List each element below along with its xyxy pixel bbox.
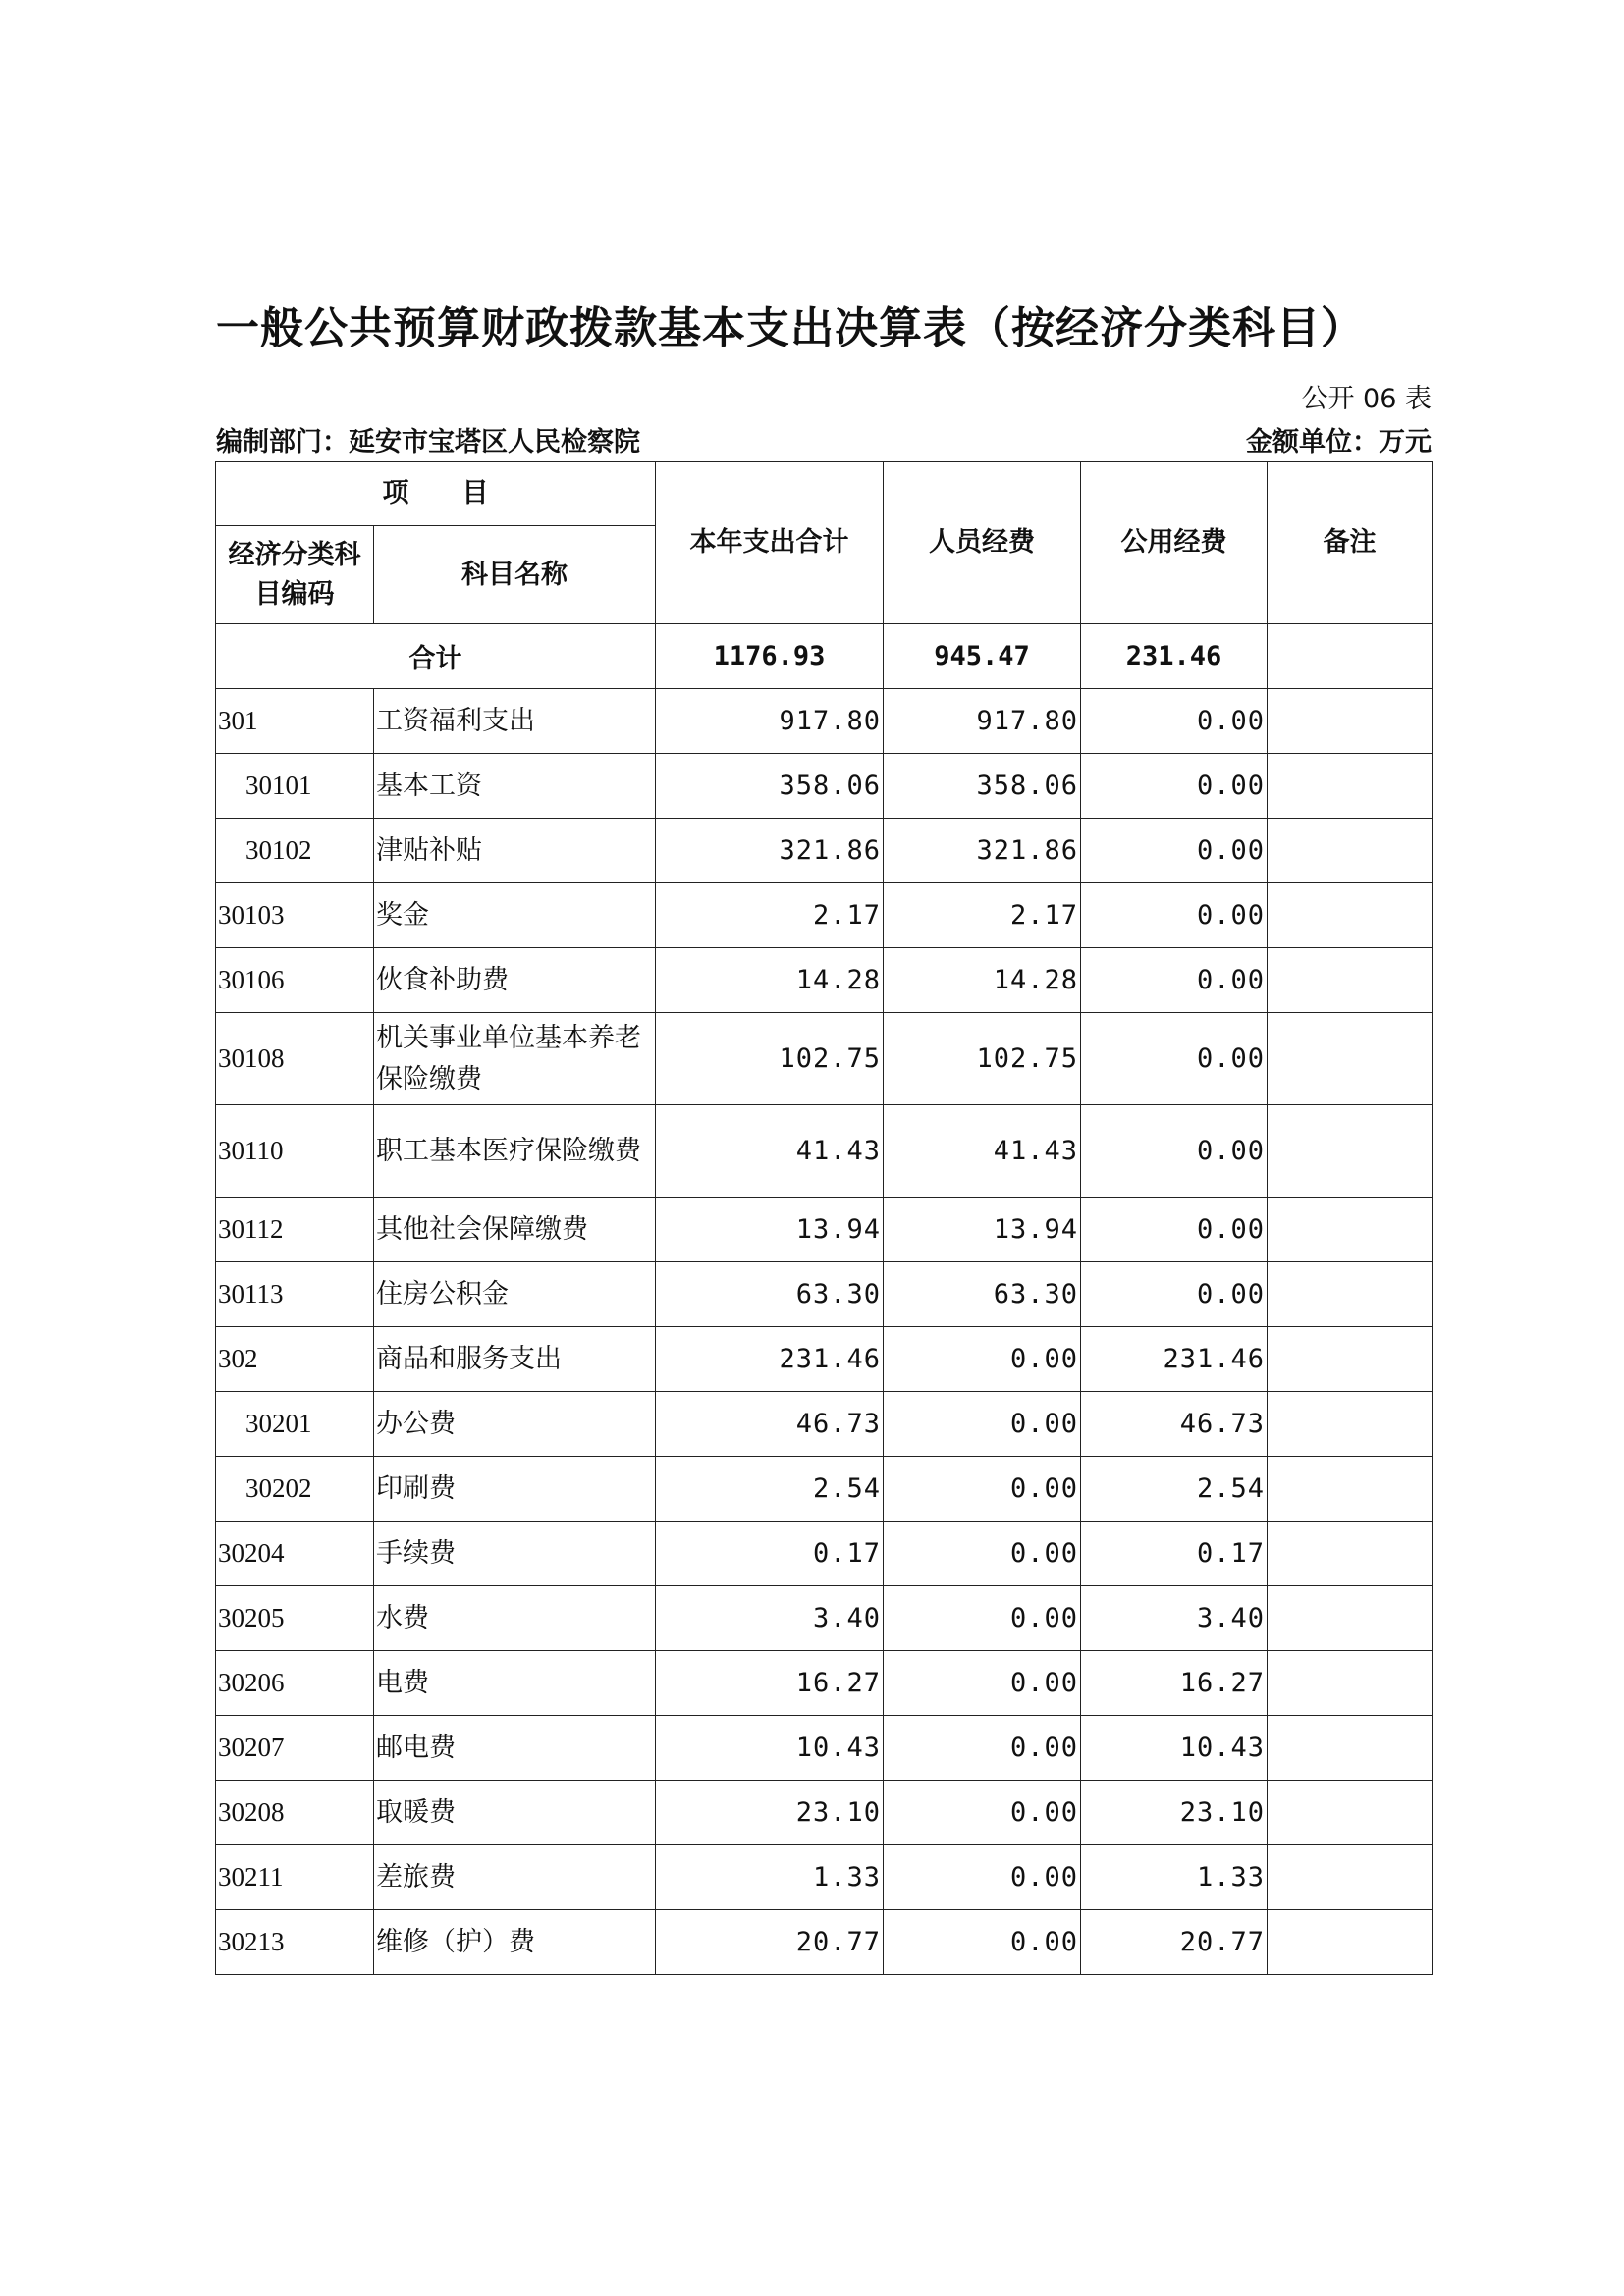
row-name: 伙食补助费 [374, 948, 656, 1013]
row-personnel: 0.00 [884, 1651, 1081, 1716]
row-name: 印刷费 [374, 1457, 656, 1522]
row-code: 301 [216, 689, 374, 754]
row-personnel: 63.30 [884, 1262, 1081, 1327]
table-row [216, 1522, 1433, 1586]
row-total: 20.77 [656, 1910, 884, 1975]
row-code: 30205 [216, 1586, 374, 1651]
row-remark [1268, 1781, 1433, 1845]
table-row [216, 1198, 1433, 1262]
row-public: 0.17 [1081, 1522, 1268, 1586]
row-public: 3.40 [1081, 1586, 1268, 1651]
row-remark [1268, 883, 1433, 948]
row-name: 奖金 [374, 883, 656, 948]
row-personnel: 102.75 [884, 1013, 1081, 1105]
row-remark [1268, 1910, 1433, 1975]
header-name: 科目名称 [374, 526, 656, 624]
row-code: 30211 [216, 1845, 374, 1910]
row-personnel: 917.80 [884, 689, 1081, 754]
table-row [216, 1457, 1433, 1522]
row-public: 23.10 [1081, 1781, 1268, 1845]
row-total: 41.43 [656, 1105, 884, 1198]
row-code: 30207 [216, 1716, 374, 1781]
row-name: 办公费 [374, 1392, 656, 1457]
table-row [216, 1105, 1433, 1198]
total-row [216, 624, 1433, 689]
table-row [216, 1262, 1433, 1327]
row-total: 2.54 [656, 1457, 884, 1522]
row-personnel: 14.28 [884, 948, 1081, 1013]
row-code: 30106 [216, 948, 374, 1013]
total-remark [1268, 624, 1433, 689]
row-name: 机关事业单位基本养老保险缴费 [374, 1013, 656, 1105]
table-row [216, 948, 1433, 1013]
row-personnel: 0.00 [884, 1457, 1081, 1522]
table-row [216, 689, 1433, 754]
header-code [216, 526, 374, 624]
row-total: 231.46 [656, 1327, 884, 1392]
row-name: 维修（护）费 [374, 1910, 656, 1975]
row-remark [1268, 948, 1433, 1013]
row-remark [1268, 819, 1433, 883]
table-row [216, 754, 1433, 819]
row-code: 30204 [216, 1522, 374, 1586]
row-personnel: 358.06 [884, 754, 1081, 819]
row-remark [1268, 1457, 1433, 1522]
header-item: 项 目 [216, 462, 656, 526]
header-personnel: 人员经费 [884, 462, 1081, 624]
row-name: 手续费 [374, 1522, 656, 1586]
row-code: 30206 [216, 1651, 374, 1716]
row-remark [1268, 1105, 1433, 1198]
row-remark [1268, 1586, 1433, 1651]
header-remark: 备注 [1268, 462, 1433, 624]
row-code: 30113 [216, 1262, 374, 1327]
row-total: 63.30 [656, 1262, 884, 1327]
row-total: 10.43 [656, 1716, 884, 1781]
row-personnel: 0.00 [884, 1586, 1081, 1651]
total-personnel-value: 945.47 [884, 624, 1081, 689]
row-remark [1268, 1716, 1433, 1781]
row-name: 差旅费 [374, 1845, 656, 1910]
row-personnel: 0.00 [884, 1781, 1081, 1845]
row-total: 1.33 [656, 1845, 884, 1910]
table-row [216, 1327, 1433, 1392]
row-name: 基本工资 [374, 754, 656, 819]
row-public: 10.43 [1081, 1716, 1268, 1781]
header-row-1 [216, 462, 1433, 526]
row-public: 2.54 [1081, 1457, 1268, 1522]
row-personnel: 2.17 [884, 883, 1081, 948]
row-remark [1268, 754, 1433, 819]
row-name: 水费 [374, 1586, 656, 1651]
table-row [216, 819, 1433, 883]
row-personnel: 0.00 [884, 1910, 1081, 1975]
header-code-line2: 目编码 [254, 578, 335, 610]
table-row [216, 1013, 1433, 1105]
row-code: 302 [216, 1327, 374, 1392]
table-row [216, 1392, 1433, 1457]
row-code: 30208 [216, 1781, 374, 1845]
row-total: 0.17 [656, 1522, 884, 1586]
page-title: 一般公共预算财政拨款基本支出决算表（按经济分类科目） [216, 303, 1365, 353]
row-remark [1268, 689, 1433, 754]
row-name: 其他社会保障缴费 [374, 1198, 656, 1262]
row-total: 358.06 [656, 754, 884, 819]
row-personnel: 0.00 [884, 1845, 1081, 1910]
row-code: 30102 [216, 819, 374, 883]
row-name: 工资福利支出 [374, 689, 656, 754]
table-number: 公开 06 表 [1301, 384, 1432, 414]
row-remark [1268, 1522, 1433, 1586]
row-total: 102.75 [656, 1013, 884, 1105]
row-name: 住房公积金 [374, 1262, 656, 1327]
row-name: 职工基本医疗保险缴费 [374, 1105, 656, 1198]
row-personnel: 0.00 [884, 1392, 1081, 1457]
row-total: 14.28 [656, 948, 884, 1013]
row-public: 16.27 [1081, 1651, 1268, 1716]
total-label: 合计 [216, 624, 656, 689]
row-public: 0.00 [1081, 689, 1268, 754]
row-name: 取暖费 [374, 1781, 656, 1845]
header-total-expense: 本年支出合计 [656, 462, 884, 624]
row-public: 0.00 [1081, 754, 1268, 819]
meta-line [216, 420, 1432, 459]
row-total: 3.40 [656, 1586, 884, 1651]
table-row [216, 1586, 1433, 1651]
row-total: 2.17 [656, 883, 884, 948]
header-public: 公用经费 [1081, 462, 1268, 624]
row-code: 30112 [216, 1198, 374, 1262]
row-code: 30101 [216, 754, 374, 819]
row-personnel: 13.94 [884, 1198, 1081, 1262]
row-personnel: 41.43 [884, 1105, 1081, 1198]
row-personnel: 0.00 [884, 1522, 1081, 1586]
row-remark [1268, 1845, 1433, 1910]
row-public: 20.77 [1081, 1910, 1268, 1975]
row-public: 231.46 [1081, 1327, 1268, 1392]
row-public: 0.00 [1081, 883, 1268, 948]
table-row [216, 1651, 1433, 1716]
row-remark [1268, 1013, 1433, 1105]
row-total: 321.86 [656, 819, 884, 883]
row-name: 邮电费 [374, 1716, 656, 1781]
row-total: 13.94 [656, 1198, 884, 1262]
table-row [216, 883, 1433, 948]
row-total: 23.10 [656, 1781, 884, 1845]
row-public: 0.00 [1081, 948, 1268, 1013]
row-code: 30110 [216, 1105, 374, 1198]
table-row [216, 1781, 1433, 1845]
row-public: 1.33 [1081, 1845, 1268, 1910]
row-public: 0.00 [1081, 1262, 1268, 1327]
row-remark [1268, 1651, 1433, 1716]
row-total: 46.73 [656, 1392, 884, 1457]
row-name: 电费 [374, 1651, 656, 1716]
expense-table [215, 461, 1433, 1975]
row-name: 津贴补贴 [374, 819, 656, 883]
row-public: 0.00 [1081, 1198, 1268, 1262]
total-public-value: 231.46 [1081, 624, 1268, 689]
row-code: 30213 [216, 1910, 374, 1975]
row-code: 30108 [216, 1013, 374, 1105]
row-code: 30201 [216, 1392, 374, 1457]
table-row [216, 1910, 1433, 1975]
row-public: 0.00 [1081, 1013, 1268, 1105]
row-public: 46.73 [1081, 1392, 1268, 1457]
row-code: 30103 [216, 883, 374, 948]
row-personnel: 0.00 [884, 1327, 1081, 1392]
row-remark [1268, 1392, 1433, 1457]
unit-label: 金额单位：万元 [1246, 427, 1432, 457]
total-expense-value: 1176.93 [656, 624, 884, 689]
header-code-line1: 经济分类科 [228, 539, 361, 570]
row-total: 16.27 [656, 1651, 884, 1716]
row-public: 0.00 [1081, 1105, 1268, 1198]
row-remark [1268, 1262, 1433, 1327]
row-personnel: 321.86 [884, 819, 1081, 883]
table-row [216, 1716, 1433, 1781]
row-public: 0.00 [1081, 819, 1268, 883]
row-remark [1268, 1198, 1433, 1262]
row-personnel: 0.00 [884, 1716, 1081, 1781]
department-label: 编制部门：延安市宝塔区人民检察院 [216, 427, 640, 457]
row-code: 30202 [216, 1457, 374, 1522]
row-remark [1268, 1327, 1433, 1392]
row-total: 917.80 [656, 689, 884, 754]
table-row [216, 1845, 1433, 1910]
row-name: 商品和服务支出 [374, 1327, 656, 1392]
